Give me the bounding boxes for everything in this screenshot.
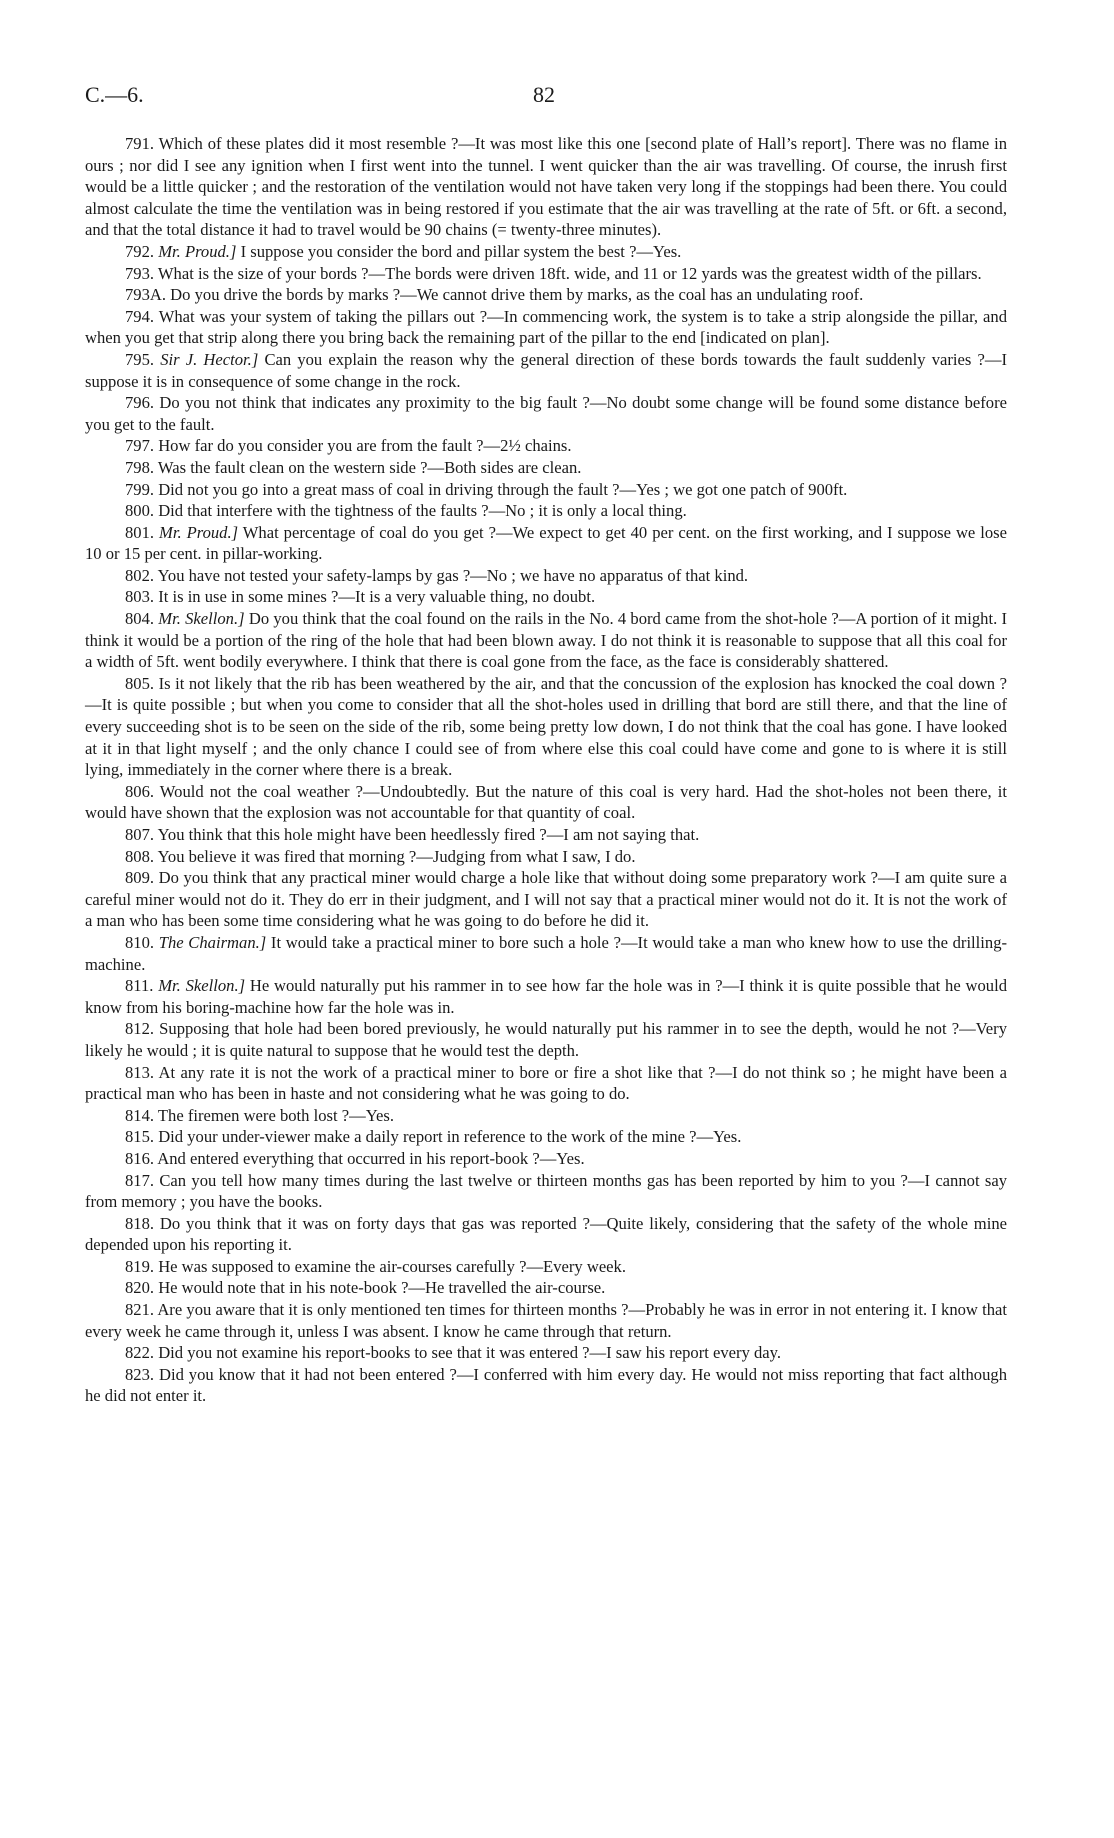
paragraph-text: 807. You think that this hole might have been heedlessly fired ?—I am not saying that. xyxy=(125,825,700,844)
paragraph-text: What percentage of coal do you get ?—We expect to get 40 per cent. on the first working, and I suppose we lose 10 or 15 per cent. in pillar-working. xyxy=(85,522,1007,564)
testimony-paragraph xyxy=(85,306,1007,349)
paragraph-text: 813. At any rate it is not the work of a practical miner to bore or fire a shot like that ?—I do not think so ; he might have been a practical man who has been in haste and not considering what he was going to do. xyxy=(85,1062,1007,1104)
page-header xyxy=(85,82,1025,112)
paragraph-text: 812. Supposing that hole had been bored previously, he would naturally put his rammer in to see the depth, would he not ?—Very likely he would ; it is quite natural to suppose that he would test the depth. xyxy=(85,1019,1007,1060)
paragraph-text: 791. Which of these plates did it most resemble ?—It was most like this one [second plate of Hall’s report]. There was no flame in ours ; nor did I see any ignition when I first went into the tunnel. I went quicker than the air was travelling. Of course, the inrush first would be a little quicker ; and the restoration of the ventilation would not have taken very long if the stoppings had been there. You could almost calculate the time the ventilation was in being restored if you estimate that the air was travelling at the rate of 5ft. or 6ft. a second, and that the total distance it had to travel would be 90 chains (= twenty-three minutes). xyxy=(85,134,1007,240)
paragraph-text: 820. He would note that in his note-book ?—He travelled the air-course. xyxy=(125,1278,606,1298)
testimony-paragraph xyxy=(85,241,1007,263)
question-number: 810. xyxy=(125,932,155,952)
paragraph-text: 800. Did that interfere with the tightness of the faults ?—No ; it is only a local thing. xyxy=(125,501,687,521)
paragraph-text: I suppose you consider the bord and pillar system the best ?—Yes. xyxy=(236,241,682,261)
paragraph-text: It would take a practical miner to bore such a hole ?—It would take a man who knew how to use the drilling-machine. xyxy=(85,932,1008,974)
question-number: 795. xyxy=(125,349,155,369)
testimony-paragraph xyxy=(85,1213,1007,1256)
paragraph-text: Do you think that the coal found on the rails in the No. 4 bord came from the shot-hole ?—A portion of it might. I think it would be a portion of the ring of the hole that had been blown away. I do not think it is reasonable to suppose that all this coal for a width of 5ft. went bodily everywhere. I think that there is coal gone from the face, as the face is considerably shattered. xyxy=(85,609,1007,672)
paragraph-text: 798. Was the fault clean on the western side ?—Both sides are clean. xyxy=(125,457,582,477)
testimony-paragraph xyxy=(85,435,1007,457)
testimony-paragraph xyxy=(85,1299,1007,1342)
testimony-paragraph xyxy=(85,846,1007,868)
testimony-paragraph xyxy=(85,479,1007,501)
question-number: 801. xyxy=(125,522,155,542)
question-number: 792. xyxy=(125,241,155,261)
testimony-paragraph xyxy=(85,1105,1007,1127)
testimony-paragraph xyxy=(85,867,1007,932)
testimony-paragraph xyxy=(85,1018,1007,1061)
testimony-paragraph xyxy=(85,500,1007,522)
question-number: 811. xyxy=(125,976,154,996)
testimony-paragraph xyxy=(85,975,1007,1018)
paragraph-text: 806. Would not the coal weather ?—Undoubtedly. But the nature of this coal is very hard. Had the shot-holes not been there, it would have shown that the explosion was not accountable for that quantity of coal. xyxy=(85,781,1007,823)
testimony-paragraph xyxy=(85,284,1007,306)
speaker-name: Mr. Skellon.] xyxy=(158,976,246,996)
paragraph-text: 809. Do you think that any practical miner would charge a hole like that without doing some preparatory work ?—I am quite sure a careful miner would not do it. They do err in their judgment, and I will not say that a practical miner would not do it. It is not the work of a man who has been some time considering what he was going to do before he did it. xyxy=(85,868,1007,931)
testimony-paragraph xyxy=(85,1148,1007,1170)
testimony-paragraph xyxy=(85,586,1007,608)
paragraph-text: 797. How far do you consider you are from the fault ?—2½ chains. xyxy=(125,436,572,456)
testimony-paragraph xyxy=(85,608,1007,673)
paragraph-text: 818. Do you think that it was on forty days that gas was reported ?—Quite likely, considering that the safety of the whole mine depended upon his reporting it. xyxy=(85,1213,1007,1255)
testimony-paragraph xyxy=(85,1277,1007,1299)
speaker-name: Mr. Proud.] xyxy=(158,241,237,261)
paragraph-text: 802. You have not tested your safety-lamps by gas ?—No ; we have no apparatus of that kind. xyxy=(125,565,749,585)
document-reference: C.—6. xyxy=(85,82,144,107)
testimony-paragraph xyxy=(85,673,1007,781)
page-number: 82 xyxy=(533,82,555,107)
testimony-paragraph xyxy=(85,824,1007,846)
paragraph-text: 799. Did not you go into a great mass of coal in driving through the fault ?—Yes ; we got one patch of 900ft. xyxy=(125,479,848,499)
paragraph-text: 819. He was supposed to examine the air-courses carefully ?—Every week. xyxy=(125,1256,626,1276)
testimony-paragraph xyxy=(85,1062,1007,1105)
testimony-paragraph xyxy=(85,932,1007,975)
paragraph-text: He would naturally put his rammer in to see how far the hole was in ?—I think it is quite possible that he would know from his boring-machine how far the hole was in. xyxy=(85,976,1007,1017)
evidence-body xyxy=(85,133,1007,1407)
paragraph-text: 793. What is the size of your bords ?—The bords were driven 18ft. wide, and 11 or 12 yards was the greatest width of the pillars. xyxy=(125,263,982,283)
paragraph-text: 817. Can you tell how many times during the last twelve or thirteen months gas has been reported by him to you ?—I cannot say from memory ; you have the books. xyxy=(85,1170,1007,1212)
paragraph-text: 805. Is it not likely that the rib has been weathered by the air, and that the concussion of the explosion has knocked the coal down ?—It is quite possible ; but when you come to consider that all the shot-holes used in drilling that bord are still there, and that the line of every succeeding shot is to be seen on the side of the rib, some being pretty low down, I do not think that the coal has gone. I have looked at it in that light myself ; and the only chance I could see of from where else this coal could have come and gone to is where it is still lying, immediately in the corner where there is a break. xyxy=(85,673,1007,780)
testimony-paragraph xyxy=(85,133,1007,241)
paragraph-text: 808. You believe it was fired that morning ?—Judging from what I saw, I do. xyxy=(125,846,636,866)
paragraph-text: 814. The firemen were both lost ?—Yes. xyxy=(125,1105,394,1125)
paragraph-text: 816. And entered everything that occurred in his report-book ?—Yes. xyxy=(125,1148,585,1168)
paragraph-text: 821. Are you aware that it is only mentioned ten times for thirteen months ?—Probably he was in error in not entering it. I know that every week he came through it, unless I was absent. I know he came through that return. xyxy=(85,1300,1007,1341)
testimony-paragraph xyxy=(85,1342,1007,1364)
testimony-paragraph xyxy=(85,1170,1007,1213)
testimony-paragraph xyxy=(85,565,1007,587)
speaker-name: The Chairman.] xyxy=(158,932,267,952)
testimony-paragraph xyxy=(85,349,1007,392)
testimony-paragraph xyxy=(85,392,1007,435)
paragraph-text: 793A. Do you drive the bords by marks ?—We cannot drive them by marks, as the coal has an undulating roof. xyxy=(125,285,864,305)
speaker-name: Mr. Proud.] xyxy=(159,522,239,542)
speaker-name: Mr. Skellon.] xyxy=(158,609,245,629)
testimony-paragraph xyxy=(85,457,1007,479)
testimony-paragraph xyxy=(85,1364,1007,1407)
paragraph-text: 823. Did you know that it had not been entered ?—I conferred with him every day. He would not miss reporting that fact although he did not enter it. xyxy=(85,1364,1007,1406)
testimony-paragraph xyxy=(85,1256,1007,1278)
paragraph-text: Can you explain the reason why the general direction of these bords towards the fault suddenly varies ?—I suppose it is in consequence of some change in the rock. xyxy=(85,349,1007,391)
testimony-paragraph xyxy=(85,522,1007,565)
testimony-paragraph xyxy=(85,781,1007,824)
paragraph-text: 822. Did you not examine his report-books to see that it was entered ?—I saw his report every day. xyxy=(125,1343,782,1363)
paragraph-text: 796. Do you not think that indicates any proximity to the big fault ?—No doubt some change will be found some distance before you get to the fault. xyxy=(85,393,1007,434)
paragraph-text: 815. Did your under-viewer make a daily report in reference to the work of the mine ?—Yes. xyxy=(125,1127,742,1147)
paragraph-text: 803. It is in use in some mines ?—It is a very valuable thing, no doubt. xyxy=(125,587,596,607)
testimony-paragraph xyxy=(85,263,1007,285)
speaker-name: Sir J. Hector.] xyxy=(160,349,259,369)
testimony-paragraph xyxy=(85,1126,1007,1148)
paragraph-text: 794. What was your system of taking the pillars out ?—In commencing work, the system is to take a strip alongside the pillar, and when you get that strip along there you bring back the remaining part of the pillar to the end [indicated on plan]. xyxy=(85,306,1007,348)
question-number: 804. xyxy=(125,609,155,629)
